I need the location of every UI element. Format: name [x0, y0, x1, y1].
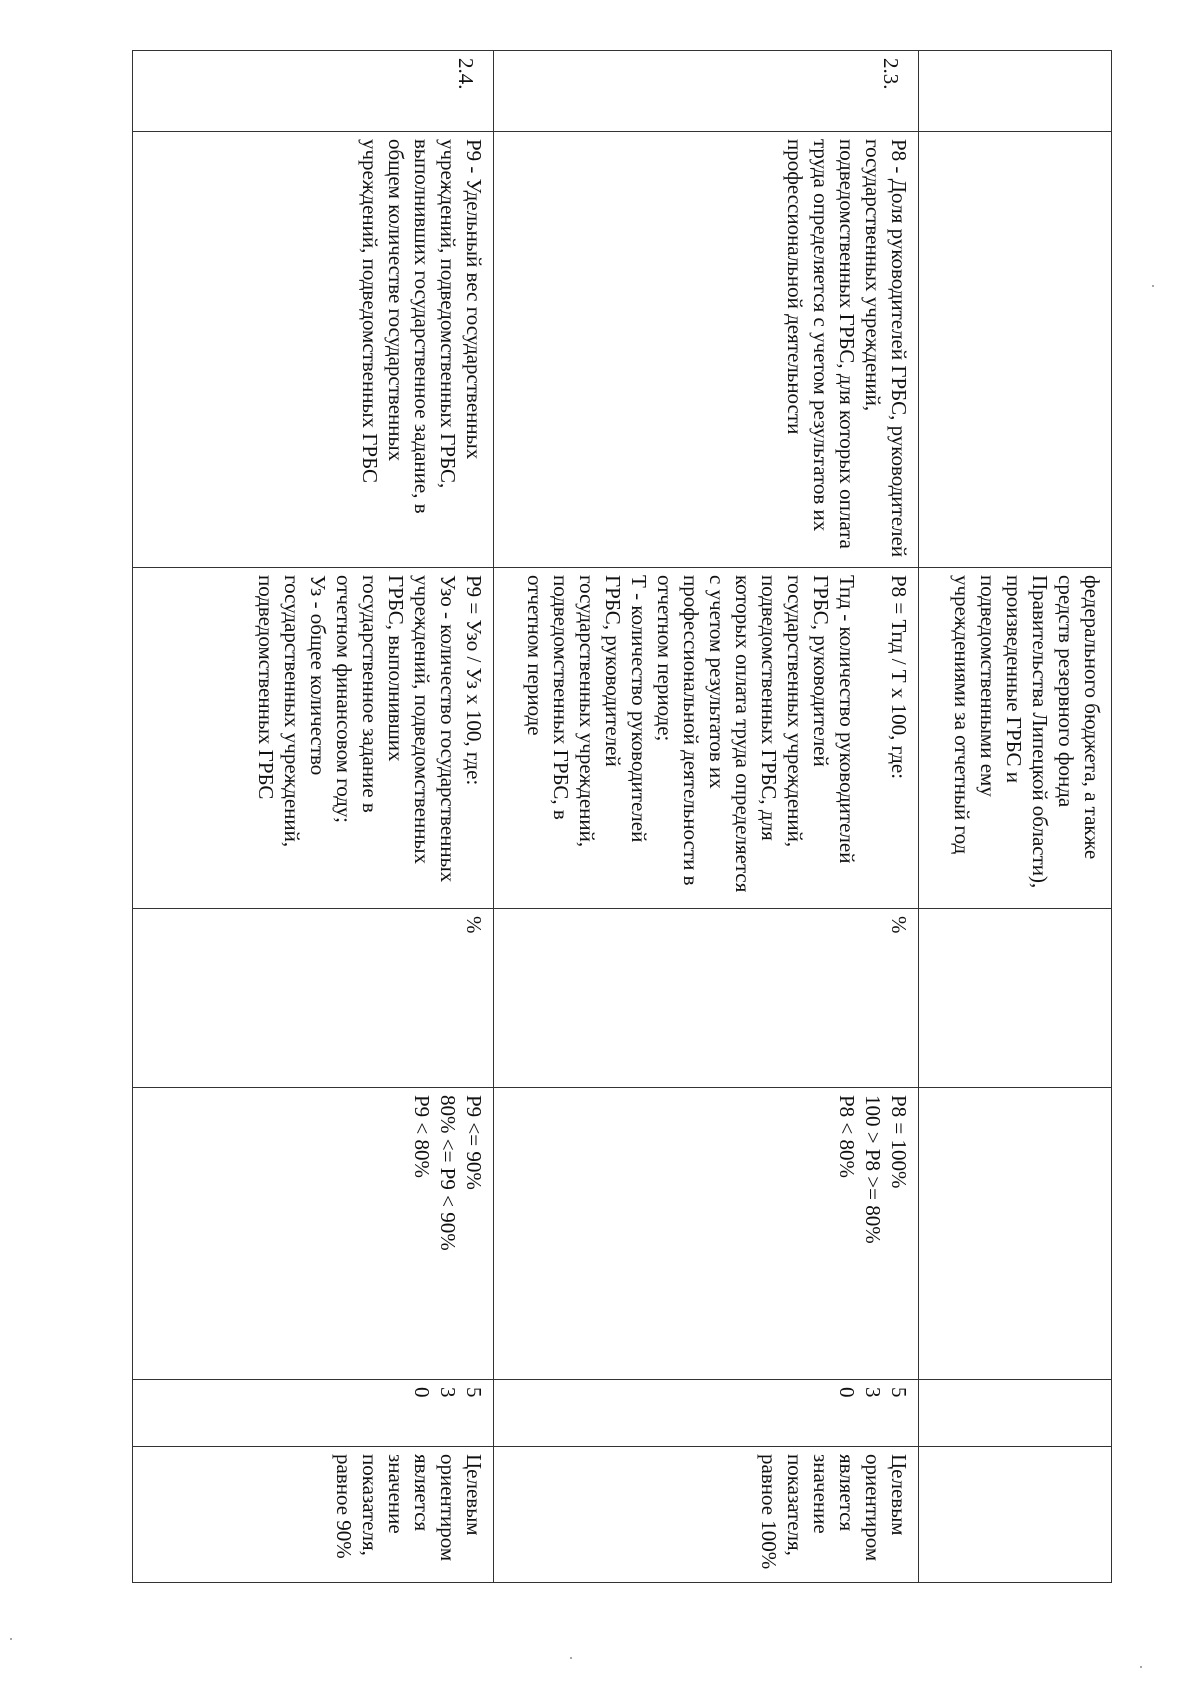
- score-line: 3: [861, 1387, 885, 1398]
- scores-cell: [919, 1380, 1112, 1447]
- rotated-page: [172, 50, 1112, 1582]
- values-cell: [494, 1088, 919, 1380]
- table-row: [919, 51, 1112, 1583]
- score-line: 0: [835, 1387, 859, 1398]
- value-line: 100 > P8 >= 80%: [861, 1095, 885, 1244]
- scores-cell: [494, 1380, 919, 1447]
- formula-description: Тпд - количество руководителей ГРБС, руководителей государственных учреждений, подведомственных ГРБС, для которых оплата труда определяется с учетом результатов их профессиональной деятельности в отчетном периоде; Т - количество руководителей ГРБС, руководителей государственных учреждений, подведомственных ГРБС, в отчетном периоде: [523, 575, 859, 893]
- scan-speck: [10, 1638, 12, 1640]
- formula-main: P8 = Тпд / Т х 100, где:: [887, 575, 911, 780]
- scan-speck: [570, 1657, 572, 1659]
- value-line: P8 < 80%: [835, 1095, 859, 1179]
- value-line: P9 <= 90%: [462, 1095, 486, 1190]
- values-cell: [919, 1088, 1112, 1380]
- formula-cell: [133, 568, 494, 909]
- scores-cell: [133, 1380, 494, 1447]
- target-cell: Целевым ориентиром является значение показателя, равное 100%: [494, 1447, 919, 1583]
- value-line: 80% <= P9 < 90%: [436, 1095, 460, 1251]
- values-cell: [133, 1088, 494, 1380]
- formula-cell: [494, 568, 919, 909]
- scan-speck: [1152, 285, 1154, 287]
- score-line: 5: [887, 1387, 911, 1398]
- value-line: P9 < 80%: [410, 1095, 434, 1179]
- scan-speck: [1140, 1666, 1142, 1668]
- unit-cell: %: [133, 909, 494, 1088]
- table-row: [133, 51, 494, 1583]
- unit-cell: %: [494, 909, 919, 1088]
- target-cell: [919, 1447, 1112, 1583]
- table-row: [494, 51, 919, 1583]
- formula-description: Узо - количество государственных учреждений, подведомственных ГРБС, выполнивших государственное задание в отчетном финансовом году; Уз - общее количество государственных учреждений, подведомственных ГРБС: [254, 575, 460, 883]
- row-number: 2.3.: [494, 51, 919, 132]
- formula-cell: федерального бюджета, а также средств резервного фонда Правительства Липецкой области), произведенные ГРБС и подведомственными ему учреждениями за отчетный год: [919, 568, 1112, 909]
- row-number: 2.4.: [133, 51, 494, 132]
- unit-cell: [919, 909, 1112, 1088]
- indicator-name: P8 - Доля руководителей ГРБС, руководителей государственных учреждений, подведомственных ГРБС, для которых оплата труда определяется с учетом результатов их профессиональной деятельности: [494, 132, 919, 568]
- indicator-name: P9 - Удельный вес государственных учреждений, подведомственных ГРБС, выполнивших государственное задание, в общем количестве государственных учреждений, подведомственных ГРБС: [133, 132, 494, 568]
- indicators-table: [132, 50, 1112, 1583]
- score-line: 0: [410, 1387, 434, 1398]
- formula-main: P9 = Узо / Уз х 100, где:: [462, 575, 486, 786]
- value-line: P8 = 100%: [887, 1095, 911, 1189]
- indicator-name: [919, 132, 1112, 568]
- score-line: 3: [436, 1387, 460, 1398]
- score-line: 5: [462, 1387, 486, 1398]
- row-number: [919, 51, 1112, 132]
- target-cell: Целевым ориентиром является значение показателя, равное 90%: [133, 1447, 494, 1583]
